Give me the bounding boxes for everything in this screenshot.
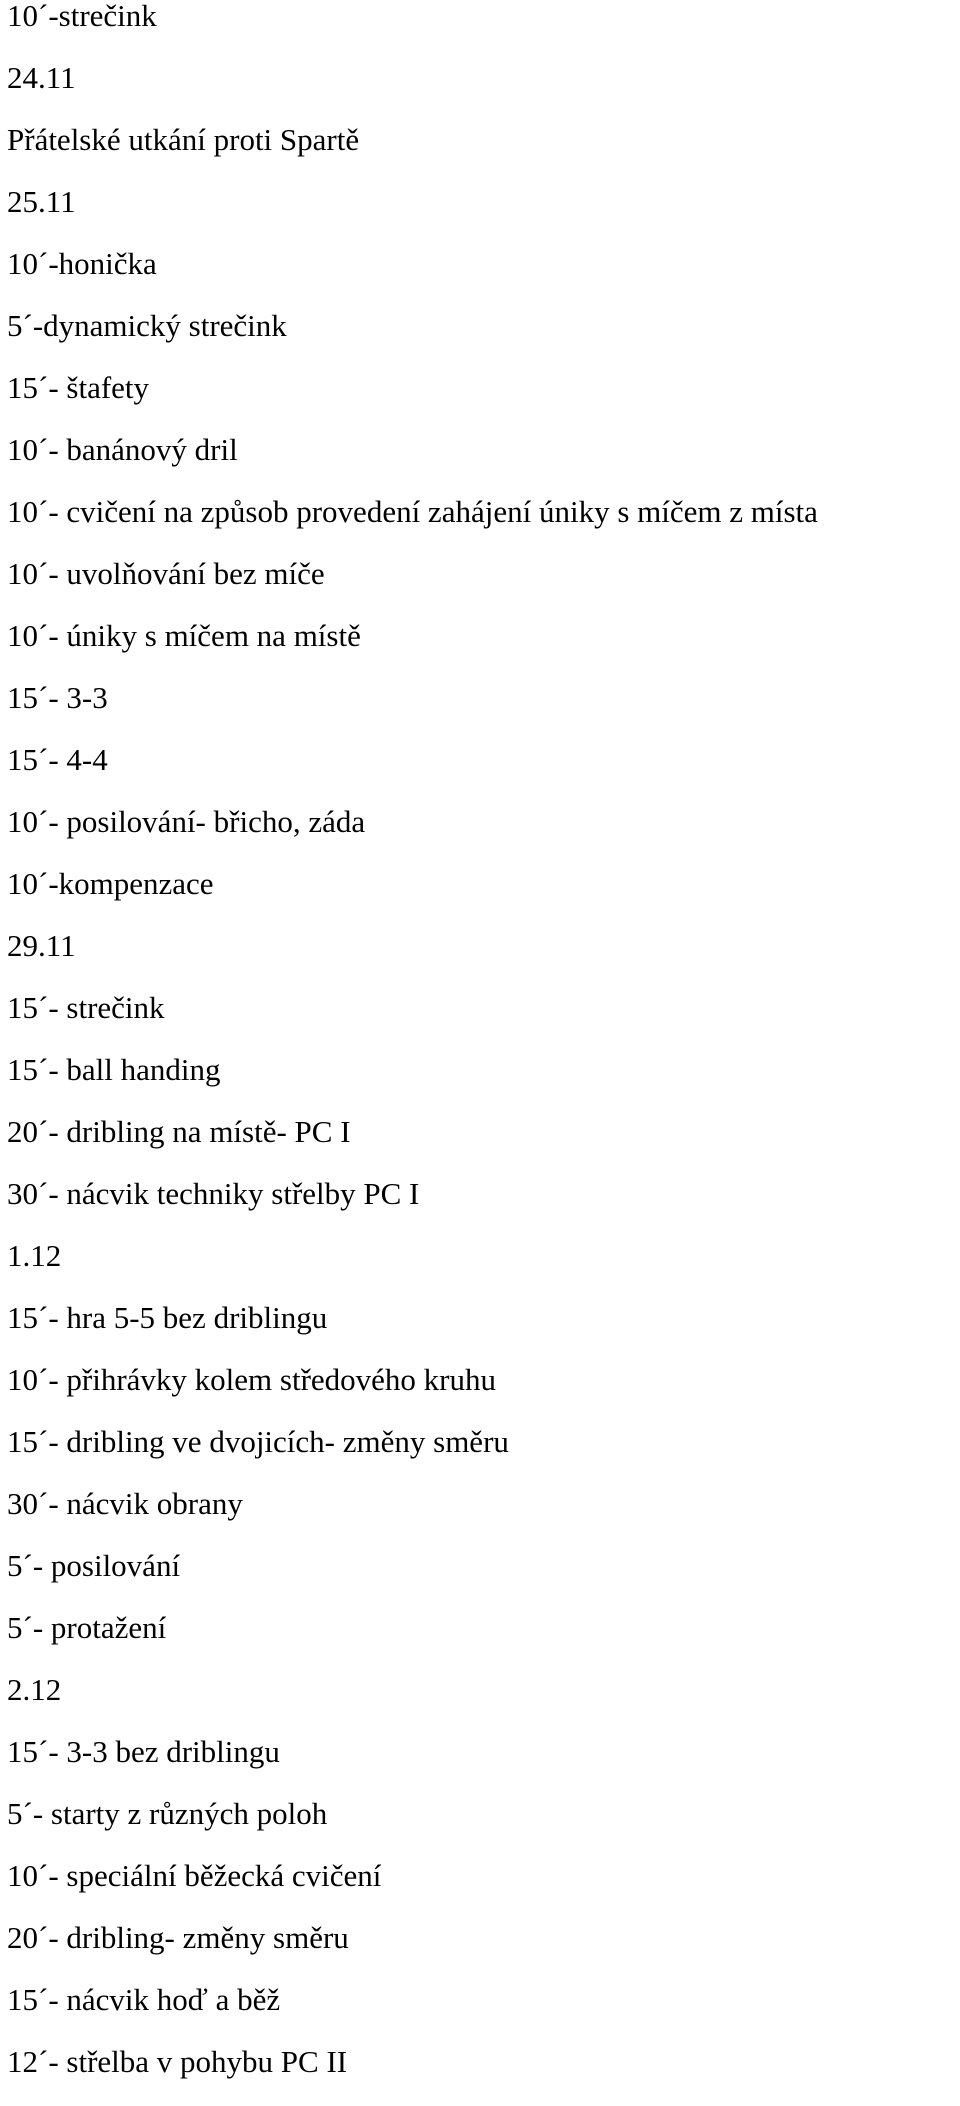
text-line: 15´- nácvik hoď a běž bbox=[7, 1982, 281, 2017]
text-line: 20´- dribling- změny směru bbox=[7, 1920, 349, 1955]
text-line: 30´- nácvik techniky střelby PC I bbox=[7, 1176, 420, 1211]
text-line: 15´- 3-3 bbox=[7, 680, 108, 715]
text-line: 5´- starty z různých poloh bbox=[7, 1796, 328, 1831]
text-line: 10´- přihrávky kolem středového kruhu bbox=[7, 1362, 496, 1397]
date-heading: 25.11 bbox=[7, 184, 76, 219]
text-line: 10´-strečink bbox=[7, 0, 157, 33]
date-heading: 1.12 bbox=[7, 1238, 62, 1273]
text-line: 12´- střelba v pohybu PC II bbox=[7, 2044, 348, 2079]
text-line: 15´- hra 5-5 bez driblingu bbox=[7, 1300, 328, 1335]
text-line: 5´- posilování bbox=[7, 1548, 181, 1583]
text-line: 15´- 3-3 bez driblingu bbox=[7, 1734, 280, 1769]
document-body bbox=[7, 0, 957, 2093]
text-line: Přátelské utkání proti Spartě bbox=[7, 122, 360, 157]
date-heading: 24.11 bbox=[7, 60, 76, 95]
text-line: 20´- dribling na místě- PC I bbox=[7, 1114, 351, 1149]
date-heading: 2.12 bbox=[7, 1672, 62, 1707]
text-line: 15´- ball handing bbox=[7, 1052, 221, 1087]
text-line: 10´- úniky s míčem na místě bbox=[7, 618, 361, 653]
text-line: 30´- nácvik obrany bbox=[7, 1486, 243, 1521]
text-line: 10´- posilování- břicho, záda bbox=[7, 804, 366, 839]
text-line: 5´-dynamický strečink bbox=[7, 308, 287, 343]
text-line: 10´-honička bbox=[7, 246, 157, 281]
text-line: 10´- banánový dril bbox=[7, 432, 238, 467]
text-line: 10´- uvolňování bez míče bbox=[7, 556, 325, 591]
date-heading: 29.11 bbox=[7, 928, 76, 963]
text-line: 10´-kompenzace bbox=[7, 866, 214, 901]
text-line: 15´- dribling ve dvojicích- změny směru bbox=[7, 1424, 509, 1459]
text-line: 5´- protažení bbox=[7, 1610, 167, 1645]
text-line: 10´- speciální běžecká cvičení bbox=[7, 1858, 382, 1893]
text-line: 15´- strečink bbox=[7, 990, 165, 1025]
text-line: 10´- cvičení na způsob provedení zahájení úniky s míčem z místa bbox=[7, 494, 818, 529]
text-line: 15´- štafety bbox=[7, 370, 150, 405]
text-line: 15´- 4-4 bbox=[7, 742, 108, 777]
